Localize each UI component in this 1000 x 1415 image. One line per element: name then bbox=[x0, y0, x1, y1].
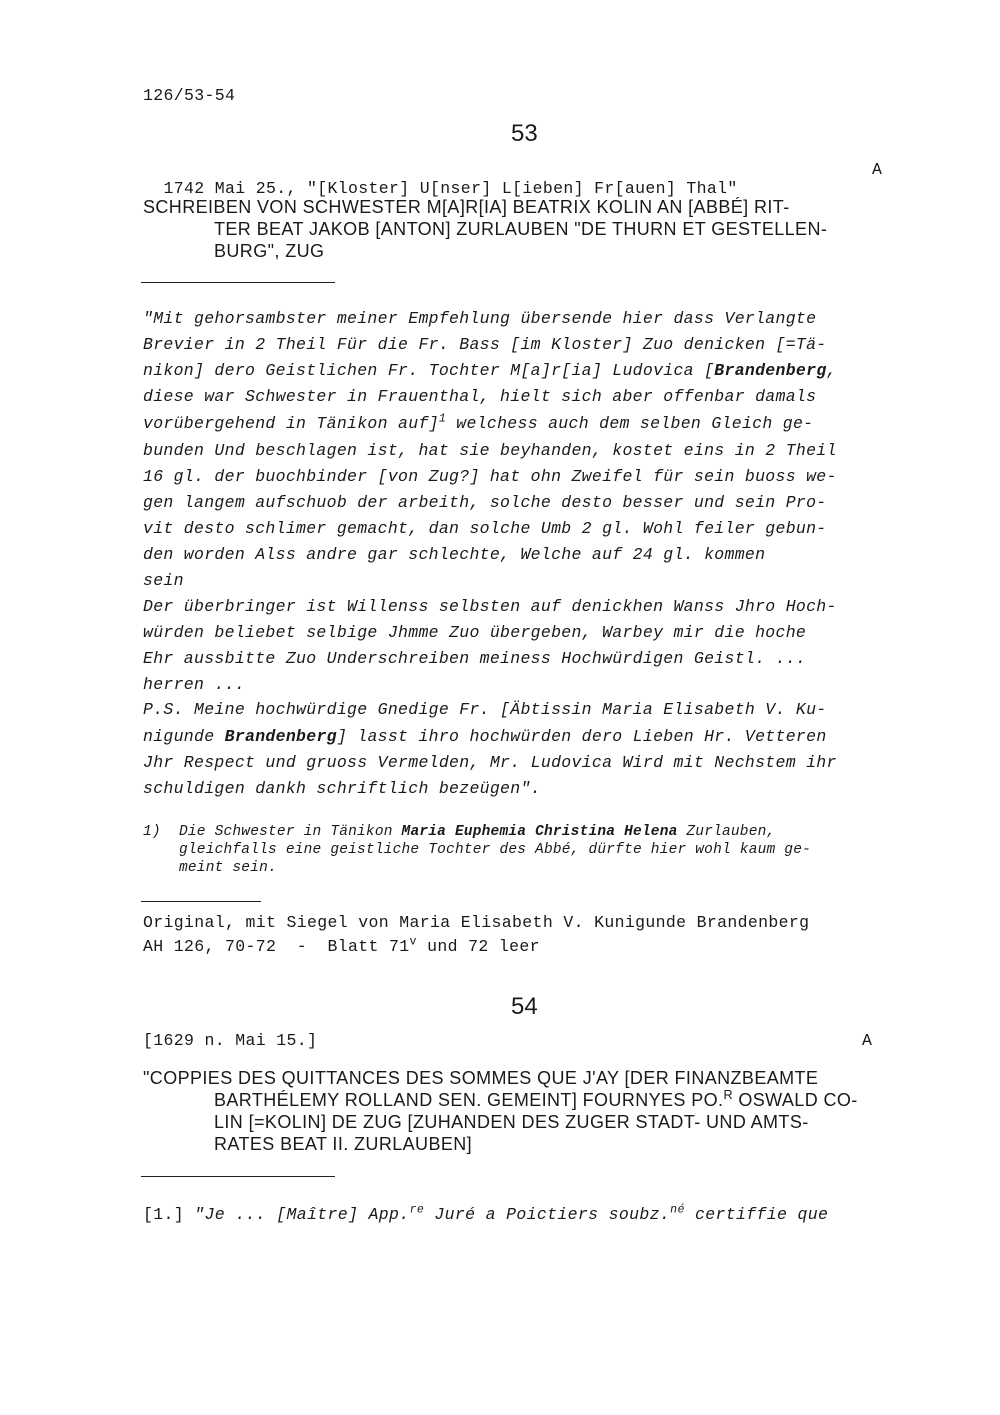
text-line: "Mit gehorsambster meiner Empfehlung übersende hier dass Verlangte bbox=[143, 309, 817, 328]
text-line: sein bbox=[143, 571, 184, 590]
text-line: Jhr Respect und gruoss Vermelden, Mr. Ludovica Wird mit Nechstem ihr bbox=[143, 753, 837, 772]
section-divider bbox=[141, 901, 261, 902]
title-line: RATES BEAT II. ZURLAUBEN] bbox=[214, 1134, 473, 1154]
title-line: BURG", ZUG bbox=[214, 241, 325, 261]
text-line: Ehr aussbitte Zuo Underschreiben meiness Hochwürdigen Geistl. ... bbox=[143, 649, 807, 668]
source-note: Original, mit Siegel von Maria Elisabeth V. Kunigunde Brandenberg bbox=[143, 913, 810, 932]
text-line: 16 gl. der buochbinder [von Zug?] hat ohn Zweifel für sein buoss we- bbox=[143, 467, 837, 486]
highlighted-name: Maria Euphemia Christina Helena bbox=[401, 824, 678, 840]
text-line: bunden Und beschlagen ist, hat sie beyhanden, kostet eins in 2 Theil bbox=[143, 441, 837, 460]
highlighted-name: Brandenberg bbox=[714, 361, 827, 380]
text-line: schuldigen dankh schriftlich bezeügen". bbox=[143, 779, 541, 798]
document-number: 53 bbox=[511, 120, 538, 147]
document-category: A bbox=[872, 160, 883, 179]
source-reference: AH 126, 70-72 - Blatt 71$^v$ und 72 leer bbox=[143, 935, 540, 956]
text-line: vit desto schlimer gemacht, dan solche Umb 2 gl. Wohl feiler gebun- bbox=[143, 519, 827, 538]
section-divider bbox=[141, 282, 335, 283]
footnote-marker: 1 bbox=[438, 412, 447, 426]
document-number: 54 bbox=[511, 993, 538, 1020]
footnote-number: 1) bbox=[143, 824, 161, 840]
page-reference: 126/53-54 bbox=[143, 86, 236, 105]
text-line: Der überbringer ist Willenss selbsten auf denickhen Wanss Jhro Hoch- bbox=[143, 597, 837, 616]
document-date-place: 1742 Mai 25., "[Kloster] U[nser] L[ieben] Fr[auen] Thal" bbox=[163, 179, 738, 198]
document-date-place: [1629 n. Mai 15.] bbox=[143, 1031, 318, 1050]
text-line: vorübergehend in Tänikon auf]$^1$ welchess auch dem selben Gleich ge- bbox=[143, 412, 814, 433]
section-divider bbox=[141, 1176, 335, 1177]
title-line: BARTHÉLEMY ROLLAND SEN. GEMEINT] FOURNYES PO.$^R$ OSWALD CO- bbox=[214, 1088, 858, 1110]
title-line: "COPPIES DES QUITTANCES DES SOMMES QUE J'AY [DER FINANZBEAMTE bbox=[143, 1068, 819, 1088]
text-line: Brevier in 2 Theil Für die Fr. Bass [im Kloster] Zuo denicken [=Tä- bbox=[143, 335, 827, 354]
footnote-line: Die Schwester in Tänikon Maria Euphemia Christina Helena Zurlauben, bbox=[179, 824, 776, 840]
text-line: nikon] dero Geistlichen Fr. Tochter M[a]r[ia] Ludovica [Brandenberg, bbox=[143, 361, 837, 380]
highlighted-name: Brandenberg bbox=[224, 727, 337, 746]
title-line: SCHREIBEN VON SCHWESTER M[A]R[IA] BEATRIX KOLIN AN [ABBÉ] RIT- bbox=[143, 197, 790, 217]
document-category: A bbox=[862, 1031, 873, 1050]
text-line: diese war Schwester in Frauenthal, hielt sich aber offenbar damals bbox=[143, 387, 817, 406]
text-line: P.S. Meine hochwürdige Gnedige Fr. [Äbtissin Maria Elisabeth V. Ku- bbox=[143, 700, 827, 719]
text-line: herren ... bbox=[143, 675, 246, 694]
text-line: nigunde Brandenberg] lasst ihro hochwürden dero Lieben Hr. Vetteren bbox=[143, 727, 827, 746]
footnote-line: meint sein. bbox=[179, 860, 277, 876]
text-line: gen langem aufschuob der arbeith, solche desto besser und sein Pro- bbox=[143, 493, 827, 512]
transcription-first-line: [1.] "Je ... [Maître] App.$^{re}$ Juré a Poictiers soubz.$^{né}$ certiffie que bbox=[143, 1203, 829, 1224]
footnote-line: gleichfalls eine geistliche Tochter des Abbé, dürfte hier wohl kaum ge- bbox=[179, 842, 812, 858]
text-line: den worden Alss andre gar schlechte, Welche auf 24 gl. kommen bbox=[143, 545, 766, 564]
title-line: TER BEAT JAKOB [ANTON] ZURLAUBEN "DE THURN ET GESTELLEN- bbox=[214, 219, 828, 239]
title-line: LIN [=KOLIN] DE ZUG [ZUHANDEN DES ZUGER STADT- UND AMTS- bbox=[214, 1112, 809, 1132]
text-line: würden beliebet selbige Jhmme Zuo übergeben, Warbey mir die hoche bbox=[143, 623, 807, 642]
